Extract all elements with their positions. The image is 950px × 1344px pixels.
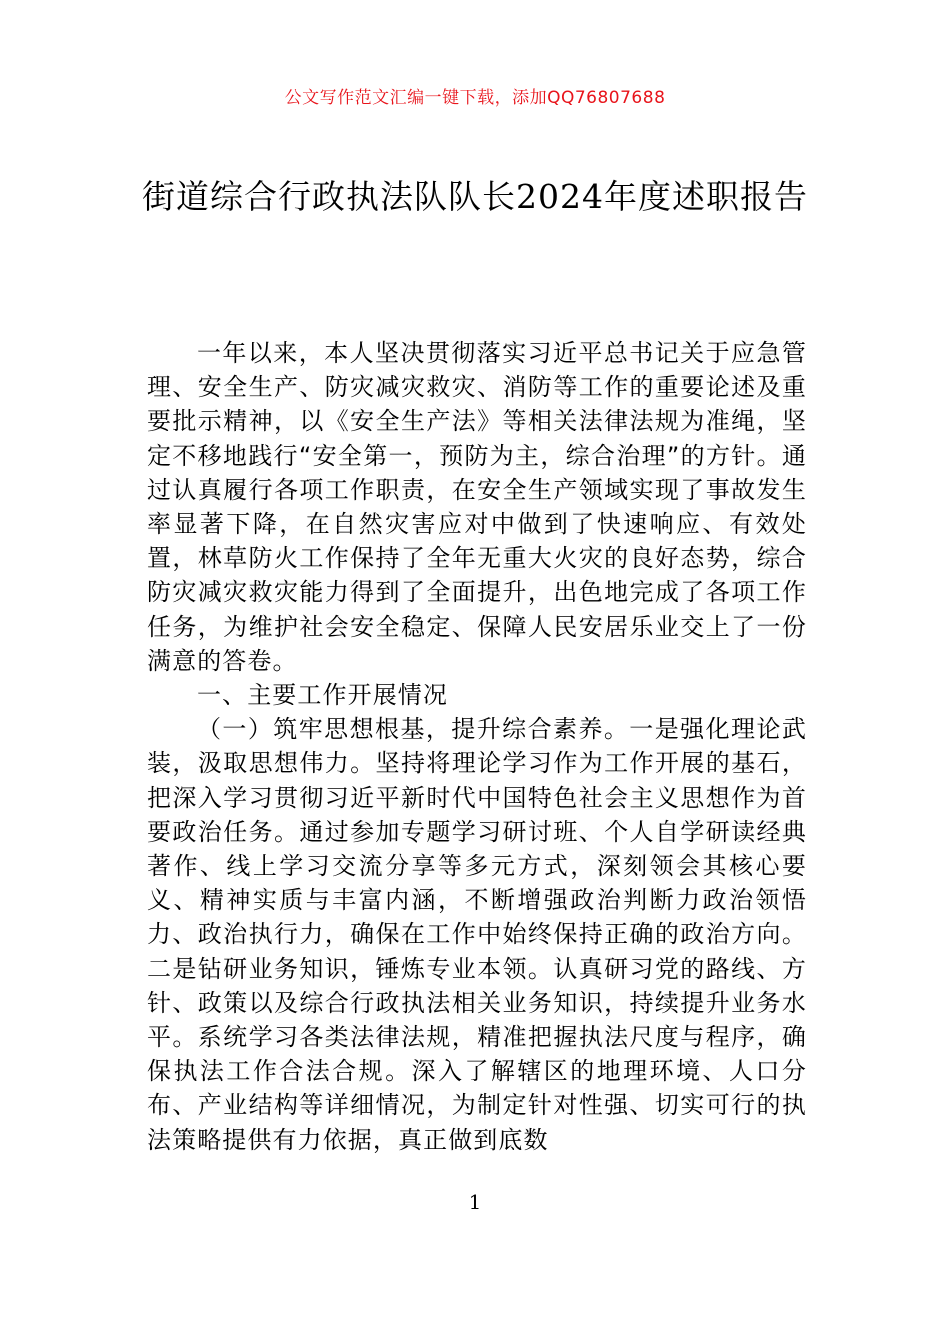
page-number: 1 xyxy=(468,1190,482,1214)
promo-header: 公文写作范文汇编一键下载，添加QQ76807688 xyxy=(284,88,666,108)
subsection-paragraph: （一）筑牢思想根基，提升综合素养。一是强化理论武装，汲取思想伟力。坚持将理论学习作为工作开展的基石，把深入学习贯彻习近平新时代中国特色社会主义思想作为首要政治任务。通过参加专题学习研讨班、个人自学研读经典著作、线上学习交流分享等多元方式，深刻领会其核心要义、精神实质与丰富内涵，不断增强政治判断力政治领悟力、政治执行力，确保在工作中始终保持正确的政治方向。二是钻研业务知识，锤炼专业本领。认真研习党的路线、方针、政策以及综合行政执法相关业务知识，持续提升业务水平。系统学习各类法律法规，精准把握执法尺度与程序，确保执法工作合法合规。深入了解辖区的地理环境、人口分布、产业结构等详细情况，为制定针对性强、切实可行的执法策略提供有力依据，真正做到底数 xyxy=(147,715,807,1154)
intro-paragraph: 一年以来，本人坚决贯彻落实习近平总书记关于应急管理、安全生产、防灾减灾救灾、消防等工作的重要论述及重要批示精神，以《安全生产法》等相关法律法规为准绳，坚定不移地践行“安全第一，预防为主，综合治理”的方针。通过认真履行各项工作职责，在安全生产领域实现了事故发生率显著下降，在自然灾害应对中做到了快速响应、有效处置，林草防火工作保持了全年无重大火灾的良好态势，综合防灾减灾救灾能力得到了全面提升，出色地完成了各项工作任务，为维护社会安全稳定、保障人民安居乐业交上了一份满意的答卷。 xyxy=(147,339,807,675)
document-title: 街道综合行政执法队队长2024年度述职报告 xyxy=(142,177,808,216)
section-heading: 一、主要工作开展情况 xyxy=(197,681,448,710)
document-body xyxy=(147,336,807,1157)
